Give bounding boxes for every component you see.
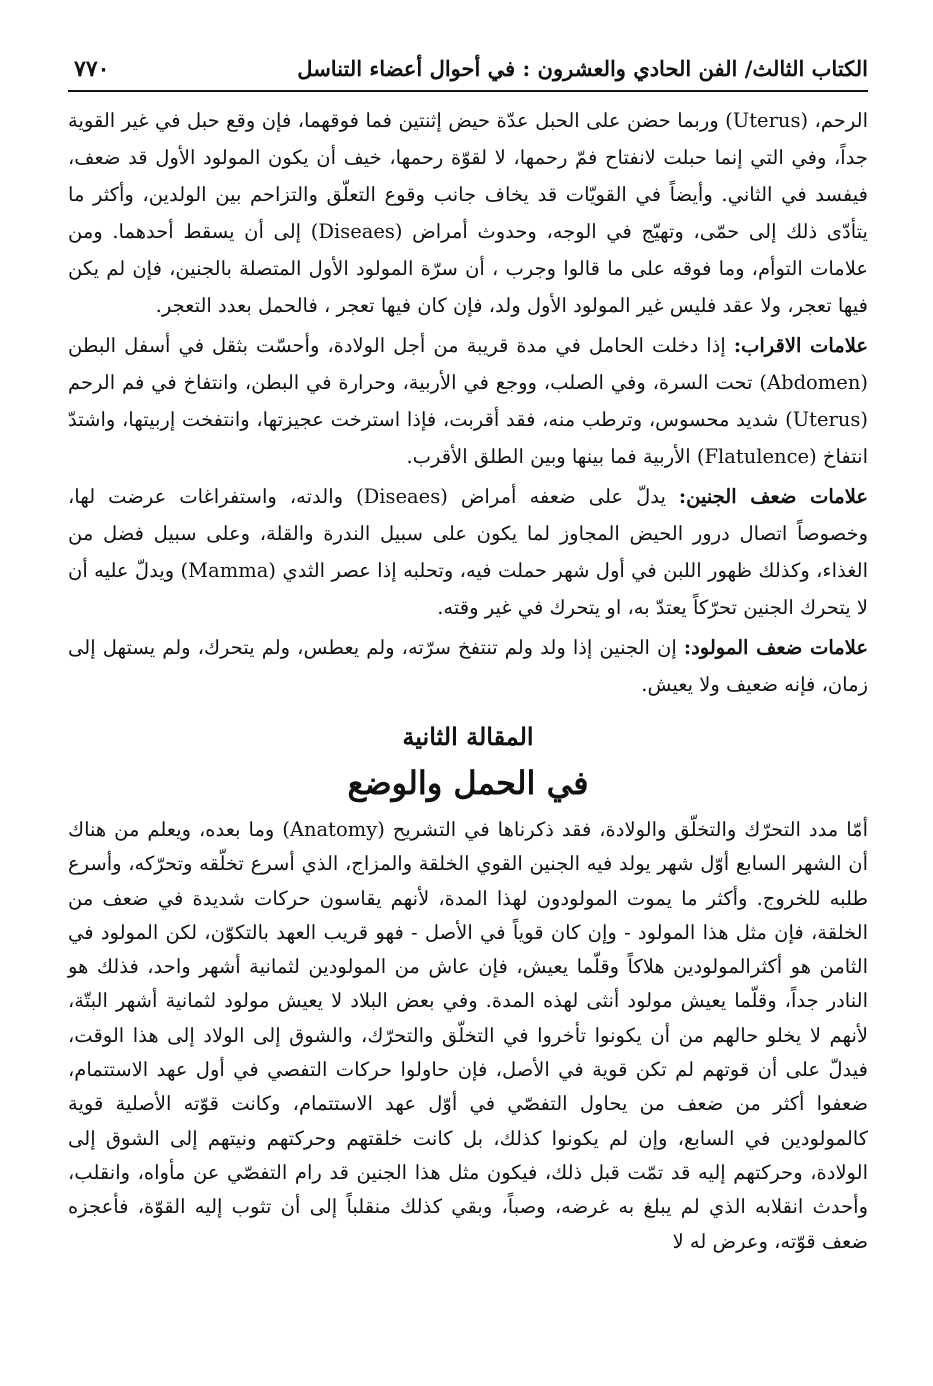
paragraph-pregnancy-and-birth: أمّا مدد التحرّك والتخلّق والولادة، فقد ذكرناها في التشريح (Anatomy) وما بعده، ويعلم من هناك أن الشهر السابع أوّل شهر يولد فيه الجنين القوي الخلقة والمزاج، الذي أسرع تخلّقه وتحرّكه، وأسرع طلبه للخروج. وأكثر ما يموت المولودون لهذا المدة، لأنهم يقاسون حركات شديدة في ضعف من الخلقة، فإن مثل هذا المولود - وإن كان قوياً في الأصل - فهو قريب العهد بالتكوّن، لكن المولود في الثامن هو أكثرالمولودين هلاكاً وقلّما يعيش، فإن عاش من المولودين لثمانية أشهر واحد، فذلك هو النادر جداً، وقلّما يعيش مولود أنثى لهذه المدة. وفي بعض البلاد لا يعيش مولود لثمانية أشهر البتّة، لأنهم لا يخلو حالهم من أن يكونوا تأخروا في التخلّق والتحرّك، والشوق إلى الولاد إلى هذا الوقت، فيدلّ على أن قوتهم لم تكن قوية في الأصل، فإن حاولوا حركات التفصي في أول عهد الاستتمام، ضعفوا أكثر من ضعف من يحاول التفصّي في أوّل عهد الاستتمام، وكانت قوّته الأصلية قوية كالمولودين في السابع، وإن لم يكونوا كذلك، بل كانت خلقتهم وحركتهم ونيتهم إلى الشوق إلى الولادة، وحركتهم إليه قد تمّت قبل ذلك، فيكون مثل هذا الجنين قد رام التفصّي عن مأواه، وانقلب، وأحدث انقلابه الذي لم يبلغ به غرضه، وصباً، وبقي كذلك منقلباً إلى أن تثوب إليه القوّة، فأعجزه ضعف قوّته، وعرض له لا: [68, 818, 868, 1253]
paragraph-heading: علامات ضعف الجنين:: [678, 485, 868, 508]
paragraph-heading: علامات الاقراب:: [733, 334, 868, 357]
section-subtitle: في الحمل والوضع: [347, 764, 589, 802]
chapter-header-title: الكتاب الثالث/ الفن الحادي والعشرون : في أحوال أعضاء التناسل: [297, 56, 868, 81]
paragraph-text: إذا دخلت الحامل في مدة قريبة من أجل الولادة، وأحسّت بثقل في أسفل البطن (Abdomen) تحت السرة، وفي الصلب، ووجع في الأربية، وحرارة في البطن، وانتفاخ في فم الرحم (Uterus) شديد محسوس، وترطب منه، فقد أقربت، فإذا استرخت عجيزتها، وانتفخت إربيتها، واشتدّ انتفاخ (Flatulence) الأربية فما بينها وبين الطلق الأقرب.: [68, 334, 868, 468]
section-title: المقالة الثانية: [402, 722, 534, 751]
paragraph-heading: علامات ضعف المولود:: [683, 636, 868, 659]
page-number: ٧٧٠: [74, 56, 110, 82]
paragraph-signs-of-labor: [68, 327, 868, 475]
paragraph-twins: الرحم، (Uterus) وربما حضن على الحبل عدّة حيض إثنتين فما فوقهما، فإن وقع حبل في غير القوية جداً، وفي التي إنما حبلت لانفتاح فمّ رحمها، لا لقوّة رحمها، خيف أن يكون المولود الأول قد ضعف، فيفسد في الثاني. وأيضاً في القويّات قد يخاف جانب وقوع التعلّق والتزاحم بين الولدين، وأكثر ما يتأدّى ذلك إلى حمّى، وتهيّج في الوجه، وحدوث أمراض (Diseaes) إلى أن يسقط أحدهما. ومن علامات التوأم، وما فوقه على ما قالوا وجرب ، أن سرّة المولود الأول المتصلة بالجنين، فإن لم يكن فيها تعجر، ولا عقد فليس غير المولود الأول ولد، فإن كان فيها تعجر ، فالحمل بعدد التعجر.: [68, 109, 868, 317]
paragraph-text: إن الجنين إذا ولد ولم تنتفخ سرّته، ولم يعطس، ولم يتحرك، ولم يستهل إلى زمان، فإنه ضعيف ولا يعيش.: [68, 636, 868, 696]
page-body: [68, 92, 868, 1259]
paragraph-weak-newborn: [68, 629, 868, 703]
running-header: [68, 46, 868, 92]
paragraph-text: يدلّ على ضعفه أمراض (Diseaes) والدته، واستفراغات عرضت لها، وخصوصاً اتصال درور الحيض المجاوز لما يكون على سبيل الندرة والقلة، وعلى سبيل فضل من الغذاء، وكذلك ظهور اللبن في أول شهر حملت فيه، وتحلبه إذا عصر الثدي (Mamma) ويدلّ عليه أن لا يتحرك الجنين تحرّكاً يعتدّ به، او يتحرك في غير وقته.: [68, 485, 868, 619]
book-page: [68, 46, 868, 1376]
paragraph-weak-fetus: [68, 478, 868, 626]
